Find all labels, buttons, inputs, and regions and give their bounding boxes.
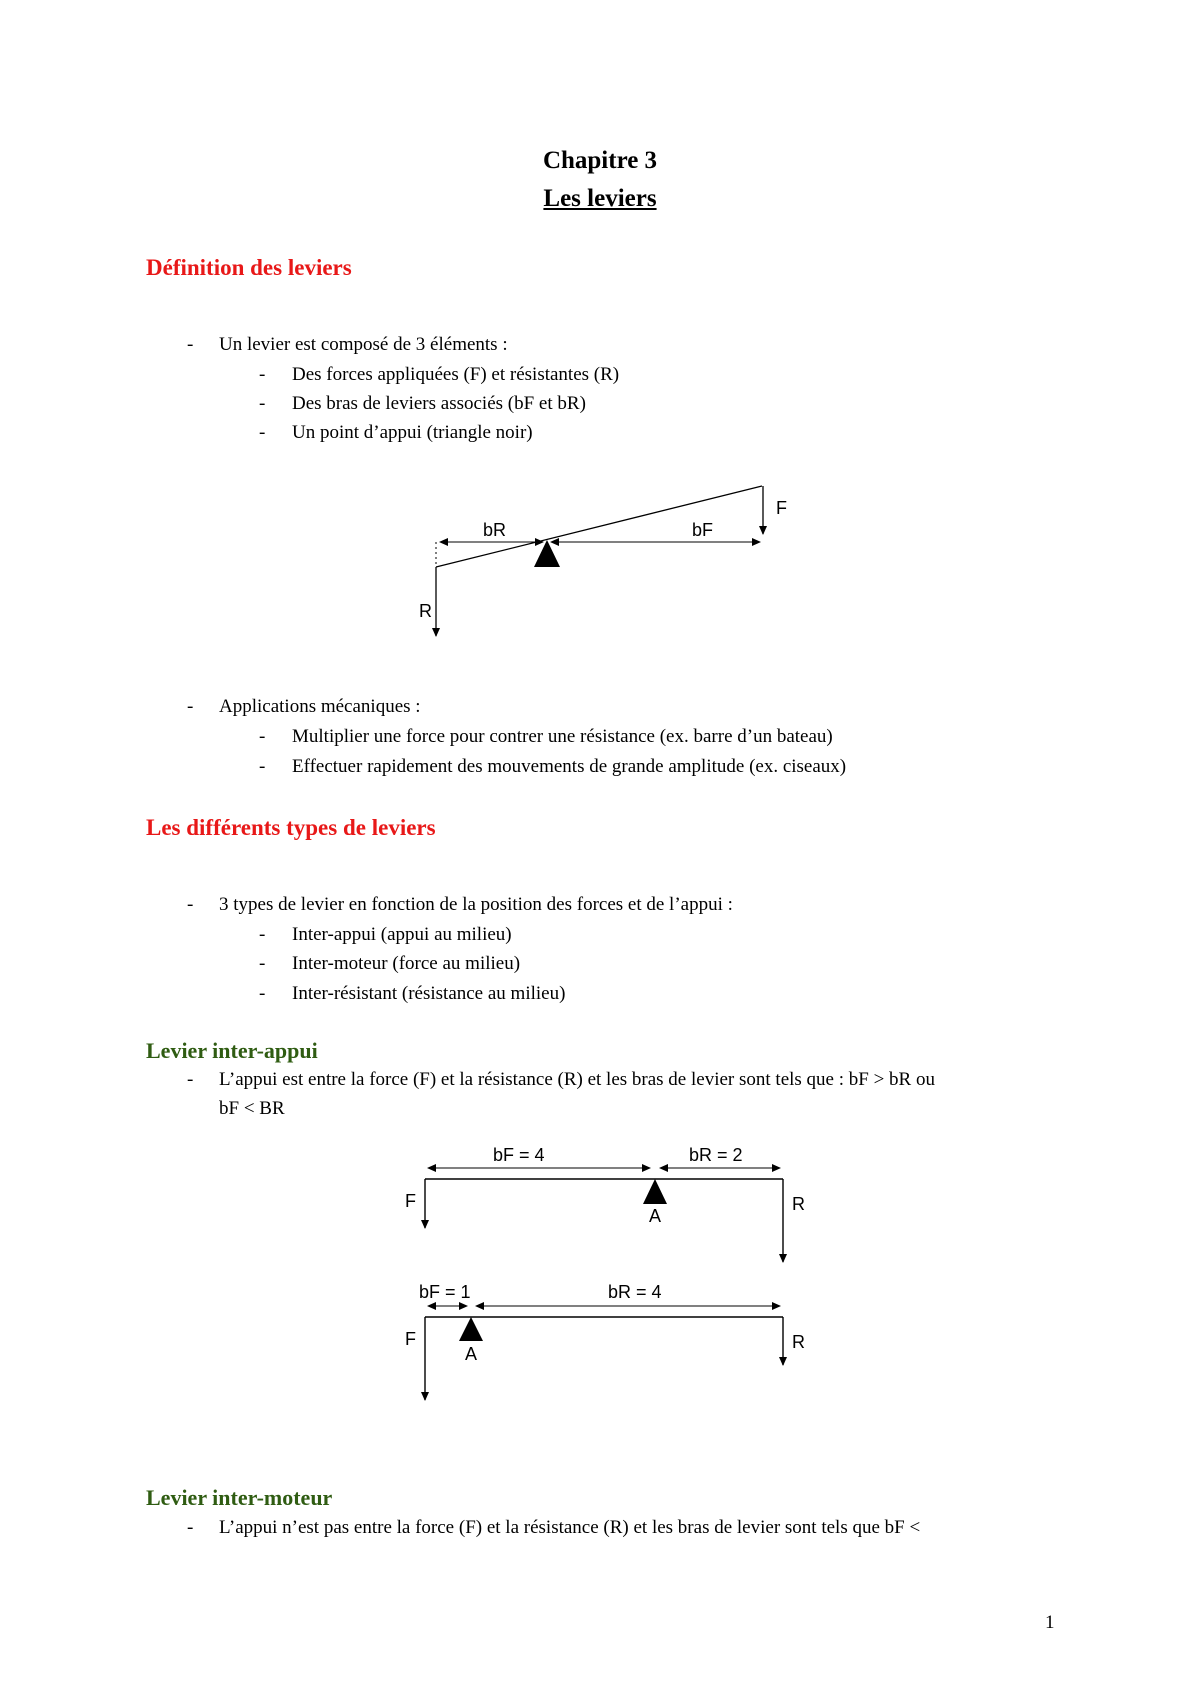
force-label: F	[776, 498, 787, 518]
inter-appui-diagrams	[0, 1100, 1200, 1420]
list-item: Applications mécaniques :	[219, 696, 421, 717]
force-label: F	[405, 1191, 416, 1211]
arm-bf-label: bF = 1	[419, 1282, 471, 1302]
list-item: Multiplier une force pour contrer une résistance (ex. barre d’un bateau)	[292, 726, 833, 747]
page-number: 1	[1045, 1612, 1055, 1633]
arm-br-label: bR = 4	[608, 1282, 662, 1302]
list-item: 3 types de levier en fonction de la position des forces et de l’appui :	[219, 894, 733, 915]
lever-definition-diagram	[0, 0, 1200, 700]
bullet-dash: -	[187, 894, 194, 915]
list-item: Inter-moteur (force au milieu)	[292, 953, 521, 974]
resistance-label: R	[792, 1332, 805, 1352]
bullet-dash: -	[259, 756, 266, 777]
arm-bf-label: bF = 4	[493, 1145, 545, 1165]
list-item: Des bras de leviers associés (bF et bR)	[292, 393, 586, 414]
list-item: Inter-résistant (résistance au milieu)	[292, 983, 566, 1004]
section-heading-types: Les différents types de leviers	[146, 815, 436, 840]
inter-moteur-text-line1: L’appui n’est pas entre la force (F) et la résistance (R) et les bras de levier sont tels que bF <	[219, 1517, 921, 1538]
inter-appui-diagram-1	[405, 1145, 805, 1262]
bullet-dash: -	[187, 334, 194, 355]
bullet-dash: -	[187, 1517, 194, 1538]
chapter-title: Chapitre 3	[542, 147, 658, 174]
bullet-dash: -	[259, 953, 266, 974]
inter-appui-text-line2: bF < BR	[219, 1098, 285, 1119]
list-item: Effectuer rapidement des mouvements de grande amplitude (ex. ciseaux)	[292, 756, 847, 777]
bullet-dash: -	[259, 726, 266, 747]
inter-appui-diagram-2	[405, 1282, 805, 1400]
arm-br-label: bR = 2	[689, 1145, 743, 1165]
fulcrum-triangle	[643, 1179, 667, 1204]
fulcrum-triangle	[459, 1317, 483, 1341]
list-item: Un levier est composé de 3 éléments :	[219, 334, 508, 355]
bullet-dash: -	[187, 1069, 194, 1090]
fulcrum-triangle	[534, 540, 560, 567]
list-item: Des forces appliquées (F) et résistantes (R)	[292, 364, 620, 385]
subheading-inter-moteur: Levier inter-moteur	[146, 1485, 333, 1510]
support-label: A	[465, 1344, 478, 1364]
bullet-dash: -	[259, 924, 266, 945]
inter-appui-text-line1: L’appui est entre la force (F) et la résistance (R) et les bras de levier sont tels que : bF > bR ou	[219, 1069, 935, 1090]
bullet-dash: -	[259, 393, 266, 414]
force-label: F	[405, 1329, 416, 1349]
resistance-label: R	[419, 601, 432, 621]
bullet-dash: -	[259, 983, 266, 1004]
subheading-inter-appui: Levier inter-appui	[146, 1038, 318, 1063]
resistance-label: R	[792, 1194, 805, 1214]
bullet-dash: -	[259, 422, 266, 443]
bullet-dash: -	[187, 696, 194, 717]
list-item: Un point d’appui (triangle noir)	[292, 422, 533, 443]
arm-bf-label: bF	[692, 520, 714, 540]
list-item: Inter-appui (appui au milieu)	[292, 924, 512, 945]
bullet-dash: -	[259, 364, 266, 385]
section-heading-definition: Définition des leviers	[146, 255, 352, 280]
support-label: A	[649, 1206, 662, 1226]
chapter-subject: Les leviers	[543, 185, 657, 212]
arm-br-label: bR	[483, 520, 507, 540]
